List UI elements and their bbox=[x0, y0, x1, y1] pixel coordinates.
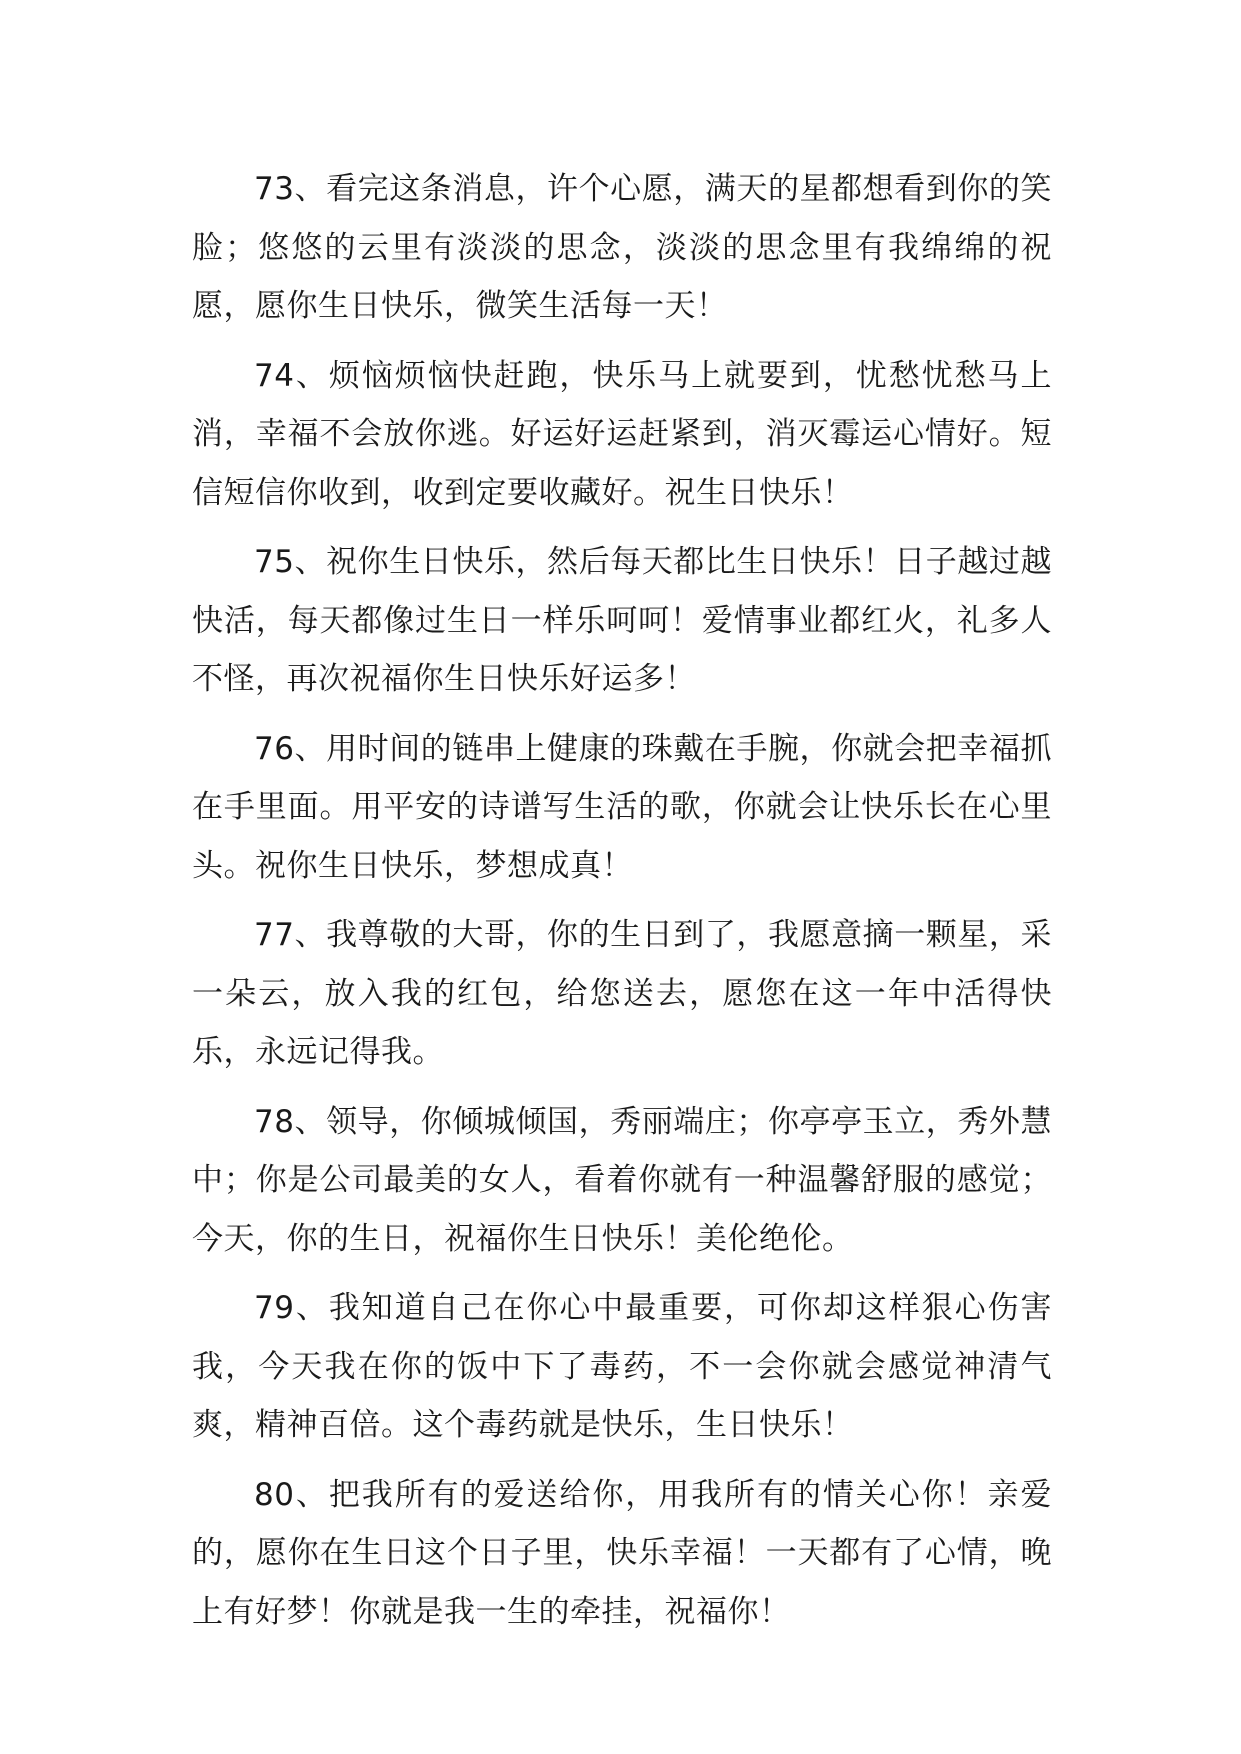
paragraph-73: 73、看完这条消息，许个心愿，满天的星都想看到你的笑脸；悠悠的云里有淡淡的思念，淡淡的思念里有我绵绵的祝愿，愿你生日快乐，微笑生活每一天！ bbox=[192, 171, 1052, 324]
paragraph-74: 74、烦恼烦恼快赶跑，快乐马上就要到，忧愁忧愁马上消，幸福不会放你逃。好运好运赶紧到，消灭霉运心情好。短信短信你收到，收到定要收藏好。祝生日快乐！ bbox=[192, 357, 1052, 511]
paragraph-78: 78、领导，你倾城倾国，秀丽端庄；你亭亭玉立，秀外慧中；你是公司最美的女人，看着你就有一种温馨舒服的感觉；今天，你的生日，祝福你生日快乐！美伦绝伦。 bbox=[192, 1103, 1052, 1257]
paragraph-79: 79、我知道自己在你心中最重要，可你却这样狠心伤害我，今天我在你的饭中下了毒药，不一会你就会感觉神清气爽，精神百倍。这个毒药就是快乐，生日快乐！ bbox=[192, 1290, 1052, 1443]
paragraph-80: 80、把我所有的爱送给你，用我所有的情关心你！亲爱的，愿你在生日这个日子里，快乐幸福！一天都有了心情，晚上有好梦！你就是我一生的牵挂，祝福你！ bbox=[192, 1476, 1052, 1630]
document-body bbox=[192, 160, 1052, 1652]
paragraph-75: 75、祝你生日快乐，然后每天都比生日快乐！日子越过越快活，每天都像过生日一样乐呵呵！爱情事业都红火，礼多人不怪，再次祝福你生日快乐好运多！ bbox=[192, 544, 1052, 697]
paragraph-77: 77、我尊敬的大哥，你的生日到了，我愿意摘一颗星，采一朵云，放入我的红包，给您送去，愿您在这一年中活得快乐，永远记得我。 bbox=[192, 917, 1052, 1070]
paragraph-76: 76、用时间的链串上健康的珠戴在手腕，你就会把幸福抓在手里面。用平安的诗谱写生活的歌，你就会让快乐长在心里头。祝你生日快乐，梦想成真！ bbox=[192, 730, 1052, 884]
